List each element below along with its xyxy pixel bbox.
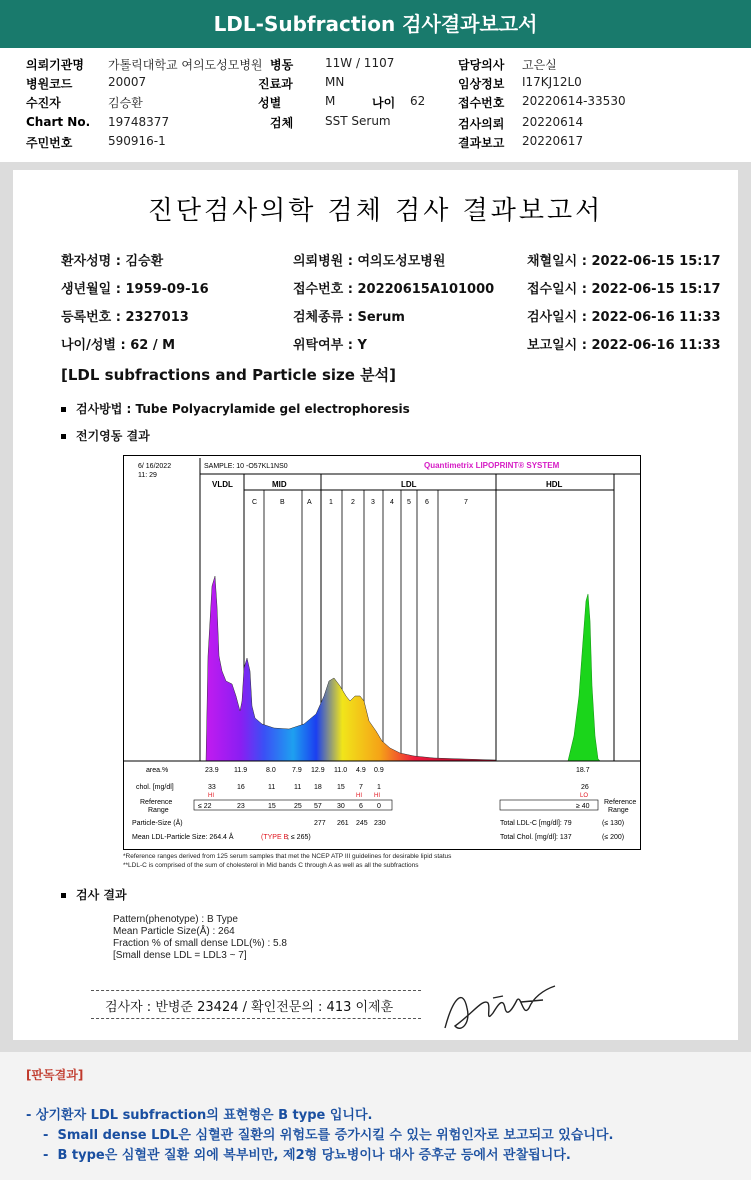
group-ldl: LDL — [401, 480, 417, 489]
band-b: B — [280, 499, 285, 506]
band-7: 7 — [464, 499, 468, 506]
report-main-title: 진단검사의학 검체 검사 결과보고서 — [147, 196, 604, 226]
field-value: SST Serum — [325, 114, 391, 128]
ref-b: 15 — [268, 803, 276, 810]
psize-2: 261 — [337, 820, 349, 827]
psize-label: Particle-Size (Å) — [132, 820, 183, 827]
field-value: 20220614 — [522, 115, 584, 129]
chol-hdl: 26 — [581, 784, 589, 791]
field-value: 20007 — [108, 75, 147, 89]
band-3: 3 — [371, 499, 375, 506]
result-line: Mean Particle Size(Å) : 264 — [113, 926, 235, 937]
field-value: 20220614-33530 — [522, 94, 626, 108]
chol-2: 15 — [337, 784, 345, 791]
info-test-time: 검사일시 : 2022-06-16 11:33 — [527, 310, 721, 325]
info-reg-no: 등록번호 : 2327013 — [61, 310, 189, 325]
info-age-sex: 나이/성별 : 62 / M — [61, 338, 176, 353]
report-sheet — [13, 170, 738, 1040]
field-label: 담당의사 — [458, 58, 505, 72]
ref-a: 25 — [294, 803, 302, 810]
mean-type: (TYPE B — [261, 834, 289, 841]
band-1: 1 — [329, 499, 333, 506]
field-label: 성별 — [258, 96, 282, 110]
method-item — [61, 400, 410, 417]
report-title: LDL-Subfraction 검사결과보고서 — [213, 12, 538, 36]
ref-hdl: ≥ 40 — [576, 803, 590, 810]
field-value: M — [325, 94, 336, 108]
chart-footnotes — [123, 852, 451, 870]
area-c: 11.9 — [234, 767, 248, 774]
interpretation-title: [판독결과] — [26, 1068, 84, 1082]
ref-vldl: ≤ 22 — [198, 803, 212, 810]
flag-hdl: LO — [580, 793, 589, 799]
field-label: 접수번호 — [458, 96, 505, 110]
section-title: [LDL subfractions and Particle size 분석] — [61, 366, 397, 384]
field-value: MN — [325, 75, 345, 89]
area-hdl: 18.7 — [576, 767, 590, 774]
field-label: 진료과 — [258, 77, 293, 91]
info-specimen: 검체종류 : Serum — [293, 310, 405, 325]
field-label: 병원코드 — [26, 77, 73, 91]
group-mid: MID — [272, 480, 287, 489]
psize-3: 245 — [356, 820, 368, 827]
handwritten-signature — [433, 978, 563, 1038]
field-value: 590916-1 — [108, 134, 166, 148]
interpretation-line: - Small dense LDL은 심혈관 질환의 위험도를 증가시킬 수 있는 위험인자로 보고되고 있습니다. — [34, 1128, 614, 1143]
result-item — [61, 886, 127, 903]
area-2: 11.0 — [334, 767, 348, 774]
field-label: 임상정보 — [458, 77, 505, 91]
signature-divider-top — [91, 990, 421, 991]
field-value: 62 — [410, 94, 426, 108]
field-value: I17KJ12L0 — [522, 75, 582, 89]
interpretation-line: - 상기환자 LDL subfraction의 표현형은 B type 입니다. — [26, 1108, 373, 1123]
bullet-icon — [61, 434, 66, 439]
field-label: 수진자 — [26, 96, 61, 110]
field-value: 고은실 — [522, 58, 557, 72]
ldl-profile-curve — [206, 576, 496, 761]
band-2: 2 — [351, 499, 355, 506]
result-line: Pattern(phenotype) : B Type — [113, 914, 238, 925]
chol-vldl: 33 — [208, 784, 216, 791]
ref-2: 30 — [337, 803, 345, 810]
footnote-1: *Reference ranges derived from 125 serum samples that met the NCEP ATP III guidelines for desirable lipid status — [123, 853, 452, 860]
patient-header — [0, 48, 751, 162]
band-a: A — [307, 499, 312, 506]
field-value: 김승환 — [108, 96, 143, 110]
info-report-time: 보고일시 : 2022-06-16 11:33 — [527, 338, 721, 353]
electrophoresis-chart — [123, 455, 641, 850]
chart-date: 6/ 16/2022 — [138, 463, 172, 470]
field-value: 11W / 1107 — [325, 56, 395, 70]
bullet-icon — [61, 407, 66, 412]
area-b: 8.0 — [266, 767, 276, 774]
chart-sample: SAMPLE: 10 -O57KL1NS0 — [204, 463, 288, 470]
field-label: 주민번호 — [26, 136, 73, 150]
flag-vldl: HI — [208, 793, 214, 799]
info-outsourced: 위탁여부 : Y — [293, 338, 367, 353]
chart-svg — [124, 456, 640, 849]
area-1: 12.9 — [311, 767, 325, 774]
field-label: Chart No. — [26, 115, 91, 129]
hdl-profile-curve — [568, 594, 600, 761]
band-6: 6 — [425, 499, 429, 506]
group-hdl: HDL — [546, 480, 563, 489]
area-a: 7.9 — [292, 767, 302, 774]
info-draw-time: 채혈일시 : 2022-06-15 15:17 — [527, 254, 721, 269]
psize-4: 230 — [374, 820, 386, 827]
footnote-2: **LDL-C is comprised of the sum of cholesterol in Mid bands C through A as well as all the subfractions — [123, 862, 419, 869]
info-hospital: 의뢰병원 : 여의도성모병원 — [293, 254, 446, 269]
mean-ref: ; ≤ 265) — [287, 834, 311, 841]
field-value: 19748377 — [108, 115, 170, 129]
signature-line: 검사자 : 반병준 23424 / 확인전문의 : 413 이제훈 — [105, 1000, 394, 1015]
chart-time: 11: 29 — [138, 472, 157, 479]
ref-right-label: Reference Range — [604, 799, 637, 814]
interpretation-panel — [0, 1052, 751, 1180]
mean-label: Mean LDL-Particle Size: 264.4 Å — [132, 834, 234, 841]
ref-1: 57 — [314, 803, 322, 810]
ref-3: 6 — [359, 803, 363, 810]
chol-4: 1 — [377, 784, 381, 791]
flag-4: HI — [374, 793, 380, 799]
field-label: 나이 — [372, 96, 396, 110]
info-receipt-time: 접수일시 : 2022-06-15 15:17 — [527, 282, 721, 297]
field-label: 결과보고 — [458, 136, 505, 150]
ref-label-text: Reference — [140, 799, 173, 806]
bullet-icon — [61, 893, 66, 898]
chart-brand: Quantimetrix LIPOPRINT® SYSTEM — [424, 461, 560, 470]
info-accession: 접수번호 : 20220615A101000 — [293, 282, 495, 297]
field-value: 20220617 — [522, 134, 584, 148]
result-line: [Small dense LDL = LDL3 ~ 7] — [113, 950, 247, 961]
info-patient-name: 환자성명 : 김승환 — [61, 254, 164, 269]
band-c: C — [252, 499, 258, 506]
band-4: 4 — [390, 499, 394, 506]
ref-4: 0 — [377, 803, 381, 810]
field-label: 병동 — [270, 58, 294, 72]
chol-b: 11 — [268, 784, 276, 791]
field-label: 의뢰기관명 — [26, 58, 84, 72]
band-5: 5 — [407, 499, 411, 506]
ref-label: Reference Range — [140, 799, 173, 814]
total-ldl: Total LDL-C [mg/dl]: 79 — [500, 820, 572, 827]
field-value: 가톨릭대학교 여의도성모병원 — [108, 58, 263, 72]
chol-c: 16 — [237, 784, 245, 791]
chol-a: 11 — [294, 784, 302, 791]
info-birth-date: 생년월일 : 1959-09-16 — [61, 282, 209, 297]
chol-1: 18 — [314, 784, 322, 791]
electro-text: 전기영동 결과 — [76, 429, 150, 443]
area-4: 0.9 — [374, 767, 384, 774]
result-line: Fraction % of small dense LDL(%) : 5.8 — [113, 938, 287, 949]
field-label: 검사의뢰 — [458, 117, 505, 131]
area-3: 4.9 — [356, 767, 366, 774]
area-label: area.% — [146, 767, 169, 774]
flag-3: HI — [356, 793, 362, 799]
total-chol: Total Chol. [mg/dl]: 137 — [500, 834, 572, 841]
total-chol-ref: (≤ 200) — [602, 834, 625, 841]
report-title-bar — [0, 0, 751, 48]
chol-label: chol. [mg/dl] — [136, 784, 174, 791]
signature-divider-bottom — [91, 1018, 421, 1019]
psize-1: 277 — [314, 820, 326, 827]
method-text: 검사방법 : Tube Polyacrylamide gel electrophoresis — [76, 402, 410, 416]
total-ldl-ref: (≤ 130) — [602, 820, 625, 827]
field-label: 검체 — [270, 116, 294, 130]
group-vldl: VLDL — [212, 480, 233, 489]
chol-3: 7 — [359, 784, 363, 791]
interpretation-line: - B type은 심혈관 질환 외에 복부비만, 제2형 당뇨병이나 대사 증후군 등에서 관찰됩니다. — [34, 1148, 571, 1163]
area-vldl: 23.9 — [205, 767, 219, 774]
electro-item — [61, 427, 150, 444]
ref-c: 23 — [237, 803, 245, 810]
result-text: 검사 결과 — [76, 888, 127, 902]
